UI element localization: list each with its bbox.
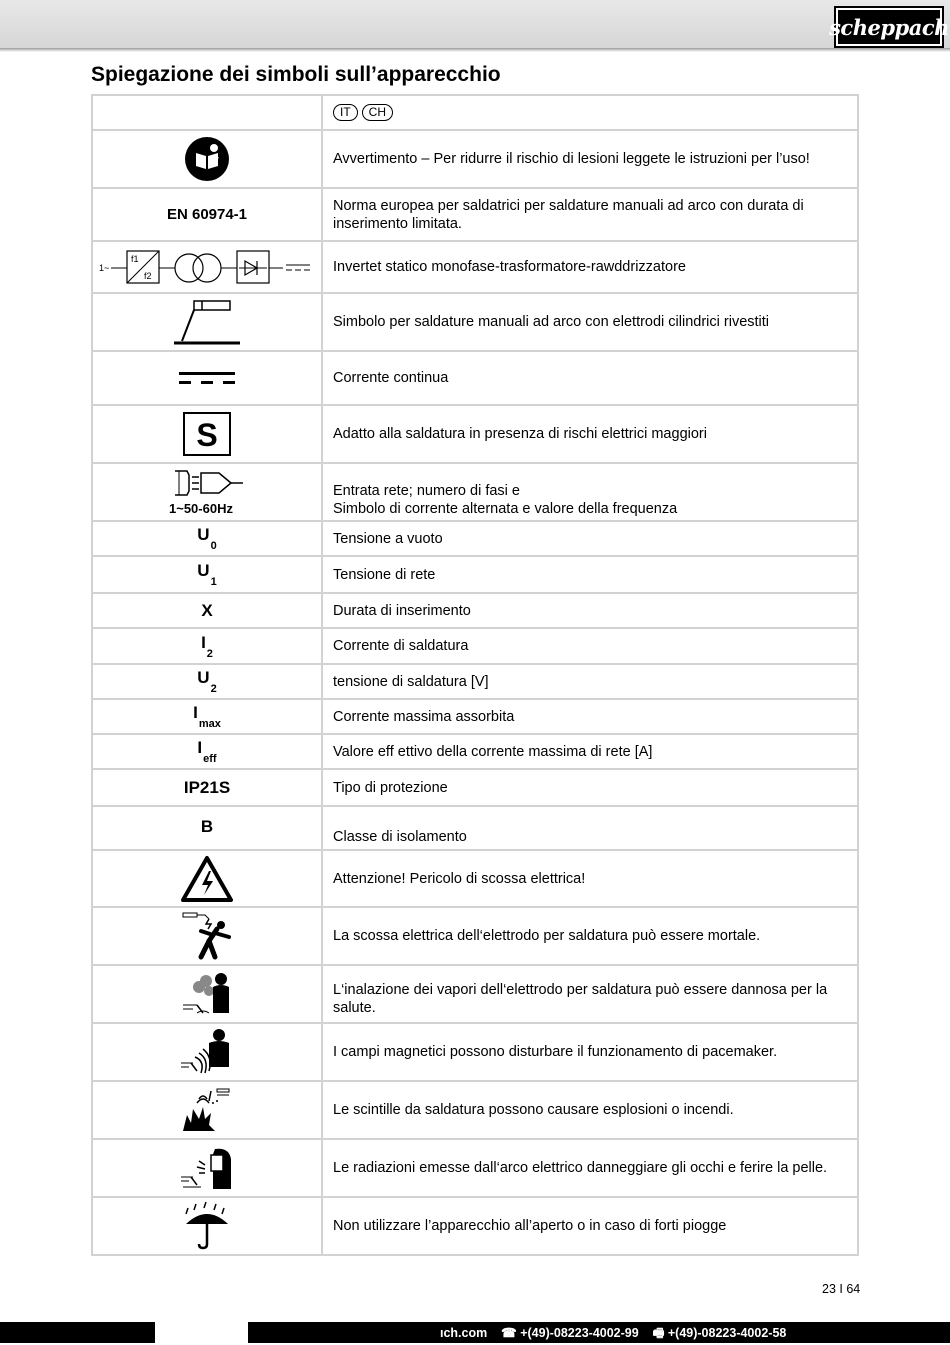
table-row (92, 521, 858, 556)
table-row (92, 188, 858, 241)
country-badge-it: IT (333, 104, 358, 121)
electrocution-icon (179, 911, 235, 961)
table-row (92, 130, 858, 188)
row-description: Durata di inserimento (322, 593, 858, 628)
mains-plug-icon (167, 467, 247, 517)
footer-fax: 🖷 +(49)-08223-4002-58 (652, 1326, 787, 1340)
standard-symbol: EN 60974-1 (166, 205, 248, 223)
table-row (92, 351, 858, 405)
row-description: L‘inalazione dei vapori dell‘elettrodo per saldatura può essere dannosa per la salute. (322, 965, 858, 1023)
row-description: Valore eff ettivo della corrente massima di rete [A] (322, 734, 858, 769)
arc-radiation-icon (179, 1143, 235, 1193)
page-number: 23 I 64 (822, 1282, 861, 1296)
inverter-phase-label: 1~ (99, 263, 110, 273)
mma-welding-icon (172, 297, 242, 347)
table-row (92, 806, 858, 850)
inverter-f2-label: f2 (144, 271, 152, 281)
row-description: Le scintille da saldatura possono causare esplosioni o incendi. (322, 1081, 858, 1139)
table-row (92, 241, 858, 293)
table-row (92, 463, 858, 521)
row-description: Invertet statico monofase-trasformatore-rawddrizzatore (322, 241, 858, 293)
row-description: Classe di isolamento (322, 806, 858, 850)
rain-umbrella-icon (182, 1200, 232, 1252)
row-description: Corrente continua (322, 351, 858, 405)
table-row (92, 734, 858, 769)
header-bar (0, 0, 950, 48)
row-description: Adatto alla saldatura in presenza di rischi elettrici maggiori (322, 405, 858, 463)
s-mark-letter: S (196, 417, 218, 453)
table-row (92, 1197, 858, 1255)
table-row (92, 593, 858, 628)
dc-icon (177, 368, 237, 388)
symbol-letter: $U_0$ (197, 525, 217, 552)
symbol-letter: $I_{max}$ (193, 703, 221, 730)
row-description: Entrata rete; numero di fasi e Simbolo di corrente alternata e valore della frequenza (322, 463, 858, 521)
table-row (92, 1081, 858, 1139)
row-description: tensione di saldatura [V] (322, 664, 858, 699)
table-row (92, 628, 858, 664)
row-description: Non utilizzare l’apparecchio all’aperto o in caso di forti piogge (322, 1197, 858, 1255)
row-description: Corrente massima assorbita (322, 699, 858, 734)
manual-icon (184, 136, 230, 182)
fumes-icon (179, 969, 235, 1019)
row-description: Tensione di rete (322, 556, 858, 593)
brand-logo-text: scheppach (836, 8, 942, 46)
brand-logo (829, 6, 949, 48)
symbols-table (91, 94, 859, 1256)
row-description: Simbolo per saldature manuali ad arco con elettrodi cilindrici rivestiti (322, 293, 858, 351)
protection-symbol: IP21S (183, 777, 231, 797)
footer-web-link[interactable]: ıch.com (440, 1326, 488, 1340)
footer-phone: ☎ +(49)-08223-4002-99 (501, 1326, 639, 1340)
footer-gap (155, 1322, 248, 1343)
row-description: Avvertimento – Per ridurre il rischio di lesioni leggete le istruzioni per l’uso! (322, 130, 858, 188)
table-row (92, 769, 858, 806)
country-flags (333, 104, 831, 121)
table-row (92, 907, 858, 965)
page-title: Spiegazione dei simboli sull’apparecchio (91, 63, 501, 86)
table-row (92, 699, 858, 734)
header-shadow (0, 48, 950, 52)
table-row (92, 1139, 858, 1197)
table-row (92, 664, 858, 699)
explosion-icon (179, 1085, 235, 1135)
symbol-letter: $I_{eff}$ (197, 738, 217, 765)
symbol-letter: $U_2$ (197, 668, 217, 695)
insulation-symbol: B (200, 817, 214, 836)
symbol-letter: X (201, 600, 213, 620)
symbol-letter: $U_1$ (197, 561, 217, 588)
table-header-row (92, 95, 858, 130)
country-badge-ch: CH (362, 104, 393, 121)
row-description: Tensione a vuoto (322, 521, 858, 556)
inverter-f1-label: f1 (131, 254, 139, 264)
table-row (92, 293, 858, 351)
table-row (92, 1023, 858, 1081)
footer-contact (440, 1324, 786, 1345)
inverter-icon (97, 247, 317, 287)
table-row (92, 556, 858, 593)
row-description: Corrente di saldatura (322, 628, 858, 664)
s-mark-icon (183, 412, 231, 456)
table-row (92, 405, 858, 463)
row-description: Attenzione! Pericolo di scossa elettrica! (322, 850, 858, 907)
row-description: I campi magnetici possono disturbare il funzionamento di pacemaker. (322, 1023, 858, 1081)
mains-frequency-label: 1~50-60Hz (169, 501, 233, 516)
table-row (92, 850, 858, 907)
row-description: Le radiazioni emesse dall‘arco elettrico danneggiare gli occhi e ferire la pelle. (322, 1139, 858, 1197)
row-description: Norma europea per saldatrici per saldature manuali ad arco con durata di inserimento limitata. (322, 188, 858, 241)
row-description: La scossa elettrica dell‘elettrodo per saldatura può essere mortale. (322, 907, 858, 965)
electric-hazard-icon (180, 855, 234, 903)
pacemaker-icon (179, 1027, 235, 1077)
row-description: Tipo di protezione (322, 769, 858, 806)
table-row (92, 965, 858, 1023)
symbol-letter: $I_2$ (201, 632, 213, 660)
